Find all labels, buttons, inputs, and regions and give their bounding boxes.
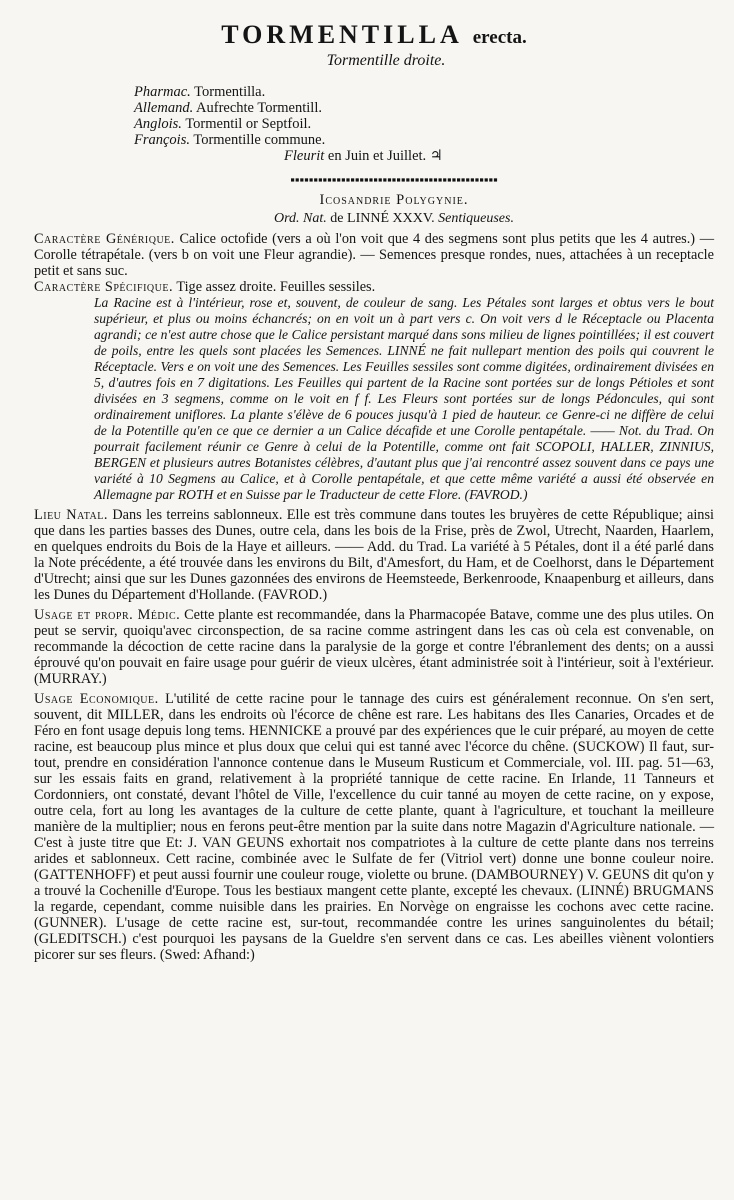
- description-note: La Racine est à l'intérieur, rose et, souvent, de couleur de sang. Les Pétales sont larges et obtus vers le bout supérieur, et plus ou moins échancrés; on en voit un à part vers c. On voit vers d le Réceptacle ou Placenta agrandi; ce n'est autre chose que le Calice persistant marqué dans sons milieu de lignes pointillées; il est couvert de poils, entre les quels sont placées les Semences. LINNÉ ne fait nullepart mention des poils qui couvrent le Réceptacle. Vers e on voit une des Semences. Les Feuilles sessiles sont comme digitées, ordinairement divisées en 5, d'autres fois en 7 digitations. Les Feuilles qui partent de la Racine sont portées sur de longs Pétioles et sont divisées en 3 segmens, comme on le voit en f f. Les Fleurs sont portées sur de longs Pédoncules, qui sont ordinairement uniflores. La plante s'élève de 6 pouces jusqu'à 1 pied de hauteur. ce Genre-ci ne diffère de celui de la Potentille qu'en ce que ce dernier a un Calice décafide et une Corolle pentapétale. —— Not. du Trad. On pourrait facilement réunir ce Genre à celui de la Potentille, comme ont fait SCOPOLI, HALLER, ZINNIUS, BERGEN et plusieurs autres Botanistes célèbres, d'autant plus que j'ai rencontré assez souvent dans ce pays une variété à 10 Segmens au Calice, et à Corolle pentapétale, et que cette même variété a aussi été observée en Allemagne par ROTH et en Suisse par le Traducteur de cette Flore. (FAVROD.): [94, 295, 714, 502]
- section-heading: Caractère Générique.: [34, 231, 175, 247]
- perennial-symbol-icon: ♃: [429, 148, 443, 164]
- linnaean-class: Icosandrie Polygynie.: [319, 192, 469, 208]
- page-title: [34, 22, 714, 48]
- natural-order: Ord. Nat. de LINNÉ XXXV. Sentiqueuses.: [274, 211, 514, 226]
- section-text: Cette plante est recommandée, dans la Pharmacopée Batave, comme une des plus utiles. On peut se servir, quoiqu'avec circonspection, de sa racine comme astringent dans les cas où cela est convenable, on recommande la décoction de cette racine dans la paralysie de la gorge et contre l'ébranlement des dents; on a aussi éprouvé qu'on pouvait en faire usage pour guérir de vieux ulcères, étant administrée soit à l'intérieur, soit à l'extérieur. (MURRAY.): [34, 607, 714, 687]
- name-row: [134, 84, 714, 100]
- section-heading: Usage Economique.: [34, 691, 159, 707]
- language-label: François.: [134, 132, 190, 148]
- section-text: Calice octofide (vers a où l'on voit que 4 des segmens sont plus petits que les 4 autres.) — Corolle tétrapétale. (vers b on voit une Fleur agrandie). — Semences presque rondes, nues, attachées à un receptacle petit et sans suc.: [34, 231, 715, 279]
- medical-use: [34, 607, 714, 687]
- language-label: Pharmac.: [134, 84, 191, 100]
- economic-use: [34, 691, 714, 963]
- section-text: L'utilité de cette racine pour le tannage des cuirs est généralement reconnue. On s'en sert, souvent, dit MILLER, dans les endroits où l'écorce de chêne est rare. Les habitans des Iles Canaries, Orcades et de Féro en font usage depuis long tems. HENNICKE a prouvé par des expériences que le cuir préparé, au moyen de cette racine, est beaucoup plus mince et plus doux que celui qui est tanné avec l'écorce du chêne. (SUCKOW) Il faut, sur-tout, prendre en considération l'annonce contenue dans le Museum Rusticum et Commerciale, vol. III. pag. 51—63, sur les essais faits en grand, relativement à la propriété tannique de cette racine. En Irlande, 11 Tanneurs et Cordonniers, ont constaté, devant l'hôtel de Ville, l'excellence du cuir tanné au moyen de cette racine, on y expose, outre cela, fort au long les avantages de la culture de cette plante, quant à l'agriculture, et touchant la meilleure manière de la multiplier; nous en ferons peut-être mention par la suite dans notre Magazin d'Agriculture nationale. — C'est à juste titre que Et: J. VAN GEUNS exhortait nos compatriotes à la culture de cette plante dans nos terreins arides et sablonneux. Cett racine, combinée avec le Sulfate de fer (Vitriol vert) donne une bonne couleur noire. (GATTENHOFF) et peut aussi fournir une couleur rouge, violette ou brune. (DAMBOURNEY) V. GEUNS dit qu'on y a trouvé la Cochenille d'Europe. Tous les bestiaux mangent cette plante, excepté les chevaux. (LINNÉ) BRUGMANS la regarde, cependant, comme nuisible dans les prairies. En Norvège on engraisse les cochons avec cette racine. (GUNNER). L'usage de cette racine est, sur-tout, recommandée contre les urines sanguinolentes du bétail; (GLEDITSCH.) c'est pourquoi les paysans de la Gueldre s'en servent dans ce cas. Les abeilles viènent volontiers picorer sur ses fleurs. (Swed: Afhand:): [34, 691, 714, 963]
- flowering-label: Fleurit: [284, 148, 325, 164]
- species-name: erecta.: [472, 27, 527, 48]
- ornamental-separator: ▪▪▪▪▪▪▪▪▪▪▪▪▪▪▪▪▪▪▪▪▪▪▪▪▪▪▪▪▪▪▪▪▪▪▪▪▪▪▪▪▪▪▪▪▪: [290, 174, 498, 186]
- flowering-text: en Juin et Juillet.: [327, 148, 427, 164]
- generic-character: [34, 231, 714, 279]
- language-label: Allemand.: [134, 100, 194, 116]
- plant-name: Aufrechte Tormentill.: [196, 100, 322, 116]
- section-heading: Lieu Natal.: [34, 507, 108, 523]
- name-row: [134, 100, 714, 116]
- name-row: [134, 116, 714, 132]
- section-heading: Caractère Spécifique.: [34, 279, 174, 295]
- plant-name: Tormentil or Septfoil.: [185, 116, 312, 132]
- section-heading: Usage et propr. Médic.: [34, 607, 181, 623]
- plant-name: Tormentille commune.: [193, 132, 326, 148]
- section-text: Tige assez droite. Feuilles sessiles.: [176, 279, 376, 295]
- flowering-period: [284, 148, 714, 164]
- vernacular-names: [134, 84, 714, 148]
- section-text: Dans les terreins sablonneux. Elle est très commune dans toutes les bruyères de cette République; ainsi que dans les parties basses des Dunes, outre cela, dans les bois de la Frise, près de Zwol, Utrecht, Naarden, Haarlem, en quelques endroits du Bois de la Haye et ailleurs. —— Add. du Trad. La variété à 5 Pétales, dont il a été parlé dans la Note précédente, a été trouvée dans les environs du Bilt, d'Amesfort, du Ham, et de Coelhorst, dans le Département d'Utrecht; ainsi que sur les Dunes gazonnées des environs de Heemsteede, Berkenroode, Knaapenburg et ailleurs, dans les Dunes du Département d'Hollande. (FAVROD.): [34, 507, 714, 603]
- genus-name: TORMENTILLA: [221, 20, 463, 49]
- french-name: Tormentille droite.: [326, 52, 446, 69]
- native-habitat: [34, 507, 714, 603]
- specific-character: [34, 279, 714, 295]
- name-row: [134, 132, 714, 148]
- language-label: Anglois.: [134, 116, 182, 132]
- plant-name: Tormentilla.: [194, 84, 266, 100]
